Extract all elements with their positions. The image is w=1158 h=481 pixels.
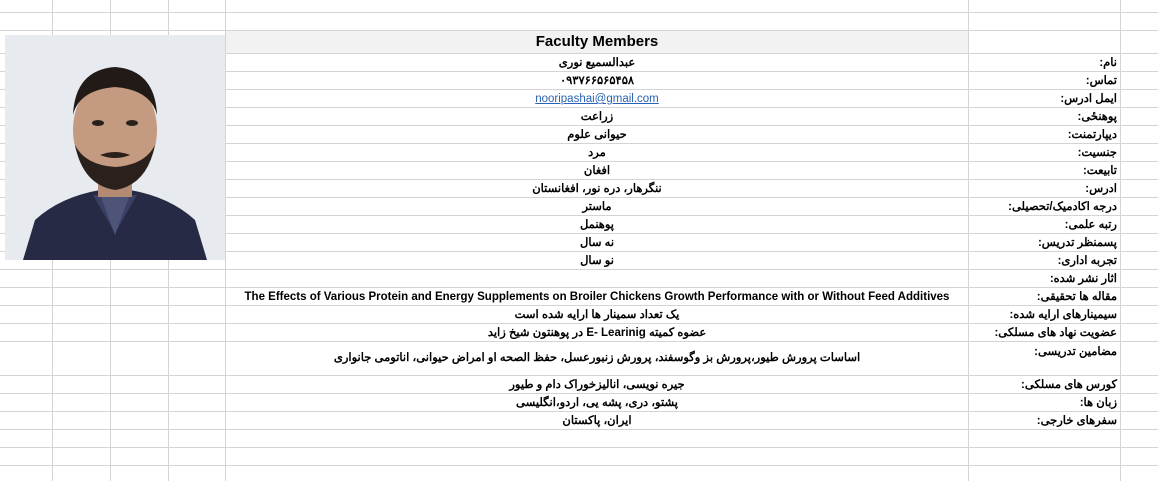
label-teaching-experience: پسمنظر تدریس: xyxy=(1037,237,1117,249)
label-gender: جنسیت: xyxy=(1077,147,1117,159)
page-title: Faculty Members xyxy=(535,33,659,50)
label-contact: تماس: xyxy=(1085,75,1117,87)
value-courses: جیره نویسی، انالیزخوراک دام و طیور xyxy=(509,379,685,391)
value-memberships: عضوه کمیته E- Learinig در پوهنتون شیخ زاید xyxy=(487,327,707,339)
grid-row-line xyxy=(0,465,1158,466)
label-publications: اثار نشر شده: xyxy=(1049,273,1117,285)
value-address: ننگرهار، دره نور، افغانستان xyxy=(532,183,662,195)
value-gender: مرد xyxy=(588,147,606,159)
grid-row-line xyxy=(0,341,1158,342)
label-department: دیپارتمنت: xyxy=(1067,129,1117,141)
label-languages: زبان ها: xyxy=(1079,397,1117,409)
value-name: عبدالسمیع نوری xyxy=(558,57,636,69)
value-admin-experience: نو سال xyxy=(580,255,614,267)
label-degree: درجه اکادمیک/تحصیلی: xyxy=(1008,201,1117,213)
label-email: ایمل ادرس: xyxy=(1060,93,1117,105)
label-seminars: سیمینارهای ارایه شده: xyxy=(1009,309,1117,321)
grid-row-line xyxy=(0,323,1158,324)
label-travels: سفرهای خارجی: xyxy=(1036,415,1117,427)
label-nationality: تابیعت: xyxy=(1082,165,1117,177)
label-courses: کورس های مسلکی: xyxy=(1021,379,1117,391)
value-research-article: The Effects of Various Protein and Energy Supplements on Broiler Chickens Growth Performance with or Without Feed Additives xyxy=(244,291,950,303)
grid-row-line xyxy=(0,305,1158,306)
value-nationality: افغان xyxy=(583,165,611,177)
label-rank: رتبه علمی: xyxy=(1064,219,1117,231)
value-degree: ماستر xyxy=(582,201,612,213)
value-email-cell xyxy=(226,92,968,106)
label-name: نام: xyxy=(1099,57,1117,69)
grid-row-line xyxy=(0,447,1158,448)
grid-row-line xyxy=(0,287,1158,288)
value-contact: ۰۹۳۷۶۶۵۶۵۴۵۸ xyxy=(559,75,635,87)
value-teaching-experience: نه سال xyxy=(579,237,615,249)
label-research-article: مقاله ها تحقیقی: xyxy=(1036,291,1117,303)
faculty-member-photo xyxy=(5,35,225,260)
label-memberships: عضویت نهاد های مسلکی: xyxy=(994,327,1117,339)
grid-row-line xyxy=(0,12,1158,13)
value-department: حیوانی علوم xyxy=(567,129,627,141)
grid-row-line xyxy=(0,393,1158,394)
label-subjects: مضامین تدریسی: xyxy=(1034,346,1117,358)
label-admin-experience: تجربه اداری: xyxy=(1057,255,1117,267)
value-travels: ایران، پاکستان xyxy=(562,415,632,427)
label-address: ادرس: xyxy=(1085,183,1117,195)
value-languages: پشتو، دری، پشه یی، اردو،انگلیسی xyxy=(516,397,678,409)
value-rank: پوهنمل xyxy=(579,219,615,231)
value-seminars: یک تعداد سمینار ها ارایه شده است xyxy=(514,309,680,321)
grid-row-line xyxy=(0,411,1158,412)
value-subjects: اساسات پرورش طیور،پرورش بز وگوسفند، پرورش زنبورعسل، حفظ الصحه او امراض حیوانی، اناتومی جانواری xyxy=(333,352,861,364)
grid-row-line xyxy=(0,269,1158,270)
grid-column-line xyxy=(1120,0,1121,481)
value-faculty: زراعت xyxy=(580,111,614,123)
email-link[interactable]: nooripashai@gmail.com xyxy=(535,93,659,105)
grid-row-line xyxy=(0,375,1158,376)
label-faculty: پوهنځی: xyxy=(1077,111,1117,123)
grid-row-line xyxy=(0,429,1158,430)
